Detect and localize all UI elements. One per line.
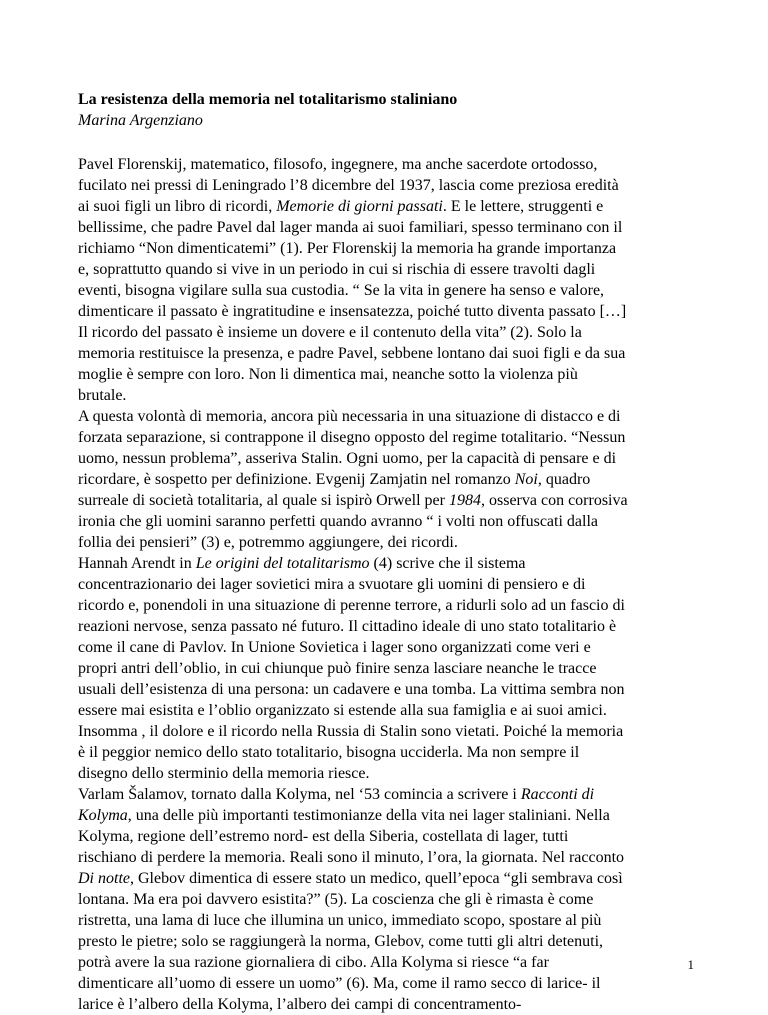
text-segment: ironia che gli uomini saranno perfetti quando avranno “ i volti non offuscati dalla (78, 513, 598, 530)
text-segment: forzata separazione, si contrappone il disegno opposto del regime totalitario. “Nessun (78, 429, 626, 446)
text-line (78, 784, 698, 805)
italic-text-segment: Memorie di giorni passati (276, 198, 443, 215)
text-segment: disegno dello sterminio della memoria riesce. (78, 765, 370, 782)
text-segment: richiamo “Non dimenticatemi” (1). Per Florenskij la memoria ha grande importanza (78, 240, 617, 257)
text-line (78, 259, 698, 280)
text-line (78, 763, 698, 784)
text-line (78, 826, 698, 847)
text-segment: bellissime, che padre Pavel dal lager manda ai suoi familiari, spesso terminano con il (78, 219, 623, 236)
text-segment: follia dei pensieri” (3) e, potremmo aggiungere, dei ricordi. (78, 534, 458, 551)
text-segment: surreale di società totalitaria, al quale si ispirò Orwell per (78, 492, 449, 509)
text-line (78, 532, 698, 553)
text-segment: presto le pietre; solo se raggiungerà la norma, Glebov, come tutti gli altri detenuti, (78, 933, 604, 950)
text-segment: eventi, bisogna vigilare sulla sua custodia. “ Se la vita in genere ha senso e valore, (78, 282, 605, 299)
text-line (78, 301, 698, 322)
text-line (78, 154, 698, 175)
text-line (78, 469, 698, 490)
text-segment: ricordare, è sospetto per definizione. Evgenij Zamjatin nel romanzo (78, 471, 515, 488)
text-segment: Hannah Arendt in (78, 555, 196, 572)
text-line (78, 700, 698, 721)
text-segment: usuali dell’esistenza di una persona: un cadavere e una tomba. La vittima sembra non (78, 681, 625, 698)
text-segment: memoria restituisce la presenza, e padre Pavel, sebbene lontano dai suoi figli e da sua (78, 345, 626, 362)
text-line (78, 847, 698, 868)
text-line (78, 868, 698, 889)
text-line (78, 448, 698, 469)
text-segment: . E le lettere, struggenti e (442, 198, 604, 215)
text-segment: lontana. Ma era poi davvero esistita?” (5). La coscienza che gli è rimasta è come (78, 891, 594, 908)
text-segment: (4) scrive che il sistema (369, 555, 526, 572)
text-line (78, 553, 698, 574)
text-segment: dimenticare il passato è ingratitudine e insensatezza, poiché tutto diventa passato […] (78, 303, 627, 320)
text-line (78, 889, 698, 910)
article-author: Marina Argenziano (78, 112, 203, 129)
text-segment: essere mai esistita e l’oblio organizzato si estende alla sua famiglia e ai suoi amici. (78, 702, 607, 719)
italic-text-segment: Le origini del totalitarismo (195, 555, 370, 572)
text-segment: Pavel Florenskij, matematico, filosofo, ingegnere, ma anche sacerdote ortodosso, (78, 156, 598, 173)
text-line (78, 322, 698, 343)
text-segment: Kolyma, regione dell’estremo nord- est della Siberia, costellata di lager, tutti (78, 828, 569, 845)
text-segment: moglie è sempre con loro. Non li dimentica mai, neanche sotto la violenza più (78, 366, 578, 383)
text-line (78, 910, 698, 931)
text-line (78, 805, 698, 826)
text-segment: Insomma , il dolore e il ricordo nella Russia di Stalin sono vietati. Poiché la memoria (78, 723, 624, 740)
text-line (78, 385, 698, 406)
text-line (78, 217, 698, 238)
text-line (78, 406, 698, 427)
italic-text-segment: Noi (514, 471, 538, 488)
text-line (78, 364, 698, 385)
text-segment: concentrazionario dei lager sovietici mira a svuotare gli uomini di pensiero e di (78, 576, 586, 593)
text-line (78, 343, 698, 364)
text-line (78, 511, 698, 532)
text-line (78, 574, 698, 595)
text-segment: ricordo e, ponendoli in una situazione di perenne terrore, a ridurli solo ad un fascio di (78, 597, 625, 614)
text-line (78, 658, 698, 679)
text-segment: come il cane di Pavlov. In Unione Sovietica i lager sono organizzati come veri e (78, 639, 591, 656)
text-segment: uomo, nessun problema”, asseriva Stalin. Ogni uomo, per la capacità di pensare e di (78, 450, 617, 467)
text-segment: Varlam Šalamov, tornato dalla Kolyma, nel ‘53 comincia a scrivere i (78, 786, 521, 803)
text-segment: A questa volontà di memoria, ancora più necessaria in una situazione di distacco e di (78, 408, 621, 425)
text-line (78, 679, 698, 700)
article-header (78, 89, 698, 131)
text-line (78, 595, 698, 616)
text-line (78, 175, 698, 196)
text-segment: , quadro (537, 471, 591, 488)
text-segment: , osserva con corrosiva (480, 492, 628, 509)
italic-text-segment: 1984 (448, 492, 481, 509)
text-line (78, 973, 698, 994)
text-segment: , una delle più importanti testimonianze della vita nei lager staliniani. Nella (127, 807, 610, 824)
text-segment: ristretta, una lama di luce che illumina un unico, immediato scopo, spostare al più (78, 912, 602, 929)
text-line (78, 952, 698, 973)
text-segment: e, soprattutto quando si vive in un periodo in cui si rischia di essere travolti dagli (78, 261, 596, 278)
italic-text-segment: Racconti di (520, 786, 595, 803)
text-segment: rischiano di perdere la memoria. Reali sono il minuto, l’ora, la giornata. Nel racconto (78, 849, 625, 866)
article-body (78, 154, 698, 1015)
text-line (78, 721, 698, 742)
text-line (78, 994, 698, 1015)
text-line (78, 196, 698, 217)
text-segment: dimenticare all’uomo di essere un uomo” (6). Ma, come il ramo secco di larice- il (78, 975, 601, 992)
text-segment: , Glebov dimentica di essere stato un medico, quell’epoca “gli sembrava così (130, 870, 623, 887)
text-line (78, 280, 698, 301)
text-segment: è il peggior nemico dello stato totalitario, bisogna ucciderla. Ma non sempre il (78, 744, 580, 761)
text-segment: larice è l’albero della Kolyma, l’albero dei campi di concentramento- (78, 996, 522, 1013)
text-line (78, 490, 698, 511)
text-line (78, 931, 698, 952)
text-segment: Il ricordo del passato è insieme un dovere e il contenuto della vita” (2). Solo la (78, 324, 582, 341)
article-title: La resistenza della memoria nel totalitarismo staliniano (78, 91, 458, 108)
text-line (78, 238, 698, 259)
text-segment: brutale. (78, 387, 127, 404)
text-segment: propri antri dell’oblio, in cui chiunque può finire senza lasciare neanche le tracce (78, 660, 597, 677)
text-line (78, 742, 698, 763)
text-line (78, 637, 698, 658)
italic-text-segment: Di notte (78, 870, 130, 887)
text-segment: reazioni nervose, senza passato né futuro. Il cittadino ideale di uno stato totalitario è (78, 618, 617, 635)
italic-text-segment: Kolyma (78, 807, 128, 824)
page-number: 1 (687, 957, 694, 972)
text-segment: ai suoi figli un libro di ricordi, (78, 198, 277, 215)
text-segment: potrà avere la sua razione giornaliera di cibo. Alla Kolyma si riesce “a far (78, 954, 549, 971)
text-segment: fucilato nei pressi di Leningrado l’8 dicembre del 1937, lascia come preziosa eredità (78, 177, 619, 194)
text-line (78, 427, 698, 448)
text-line (78, 616, 698, 637)
